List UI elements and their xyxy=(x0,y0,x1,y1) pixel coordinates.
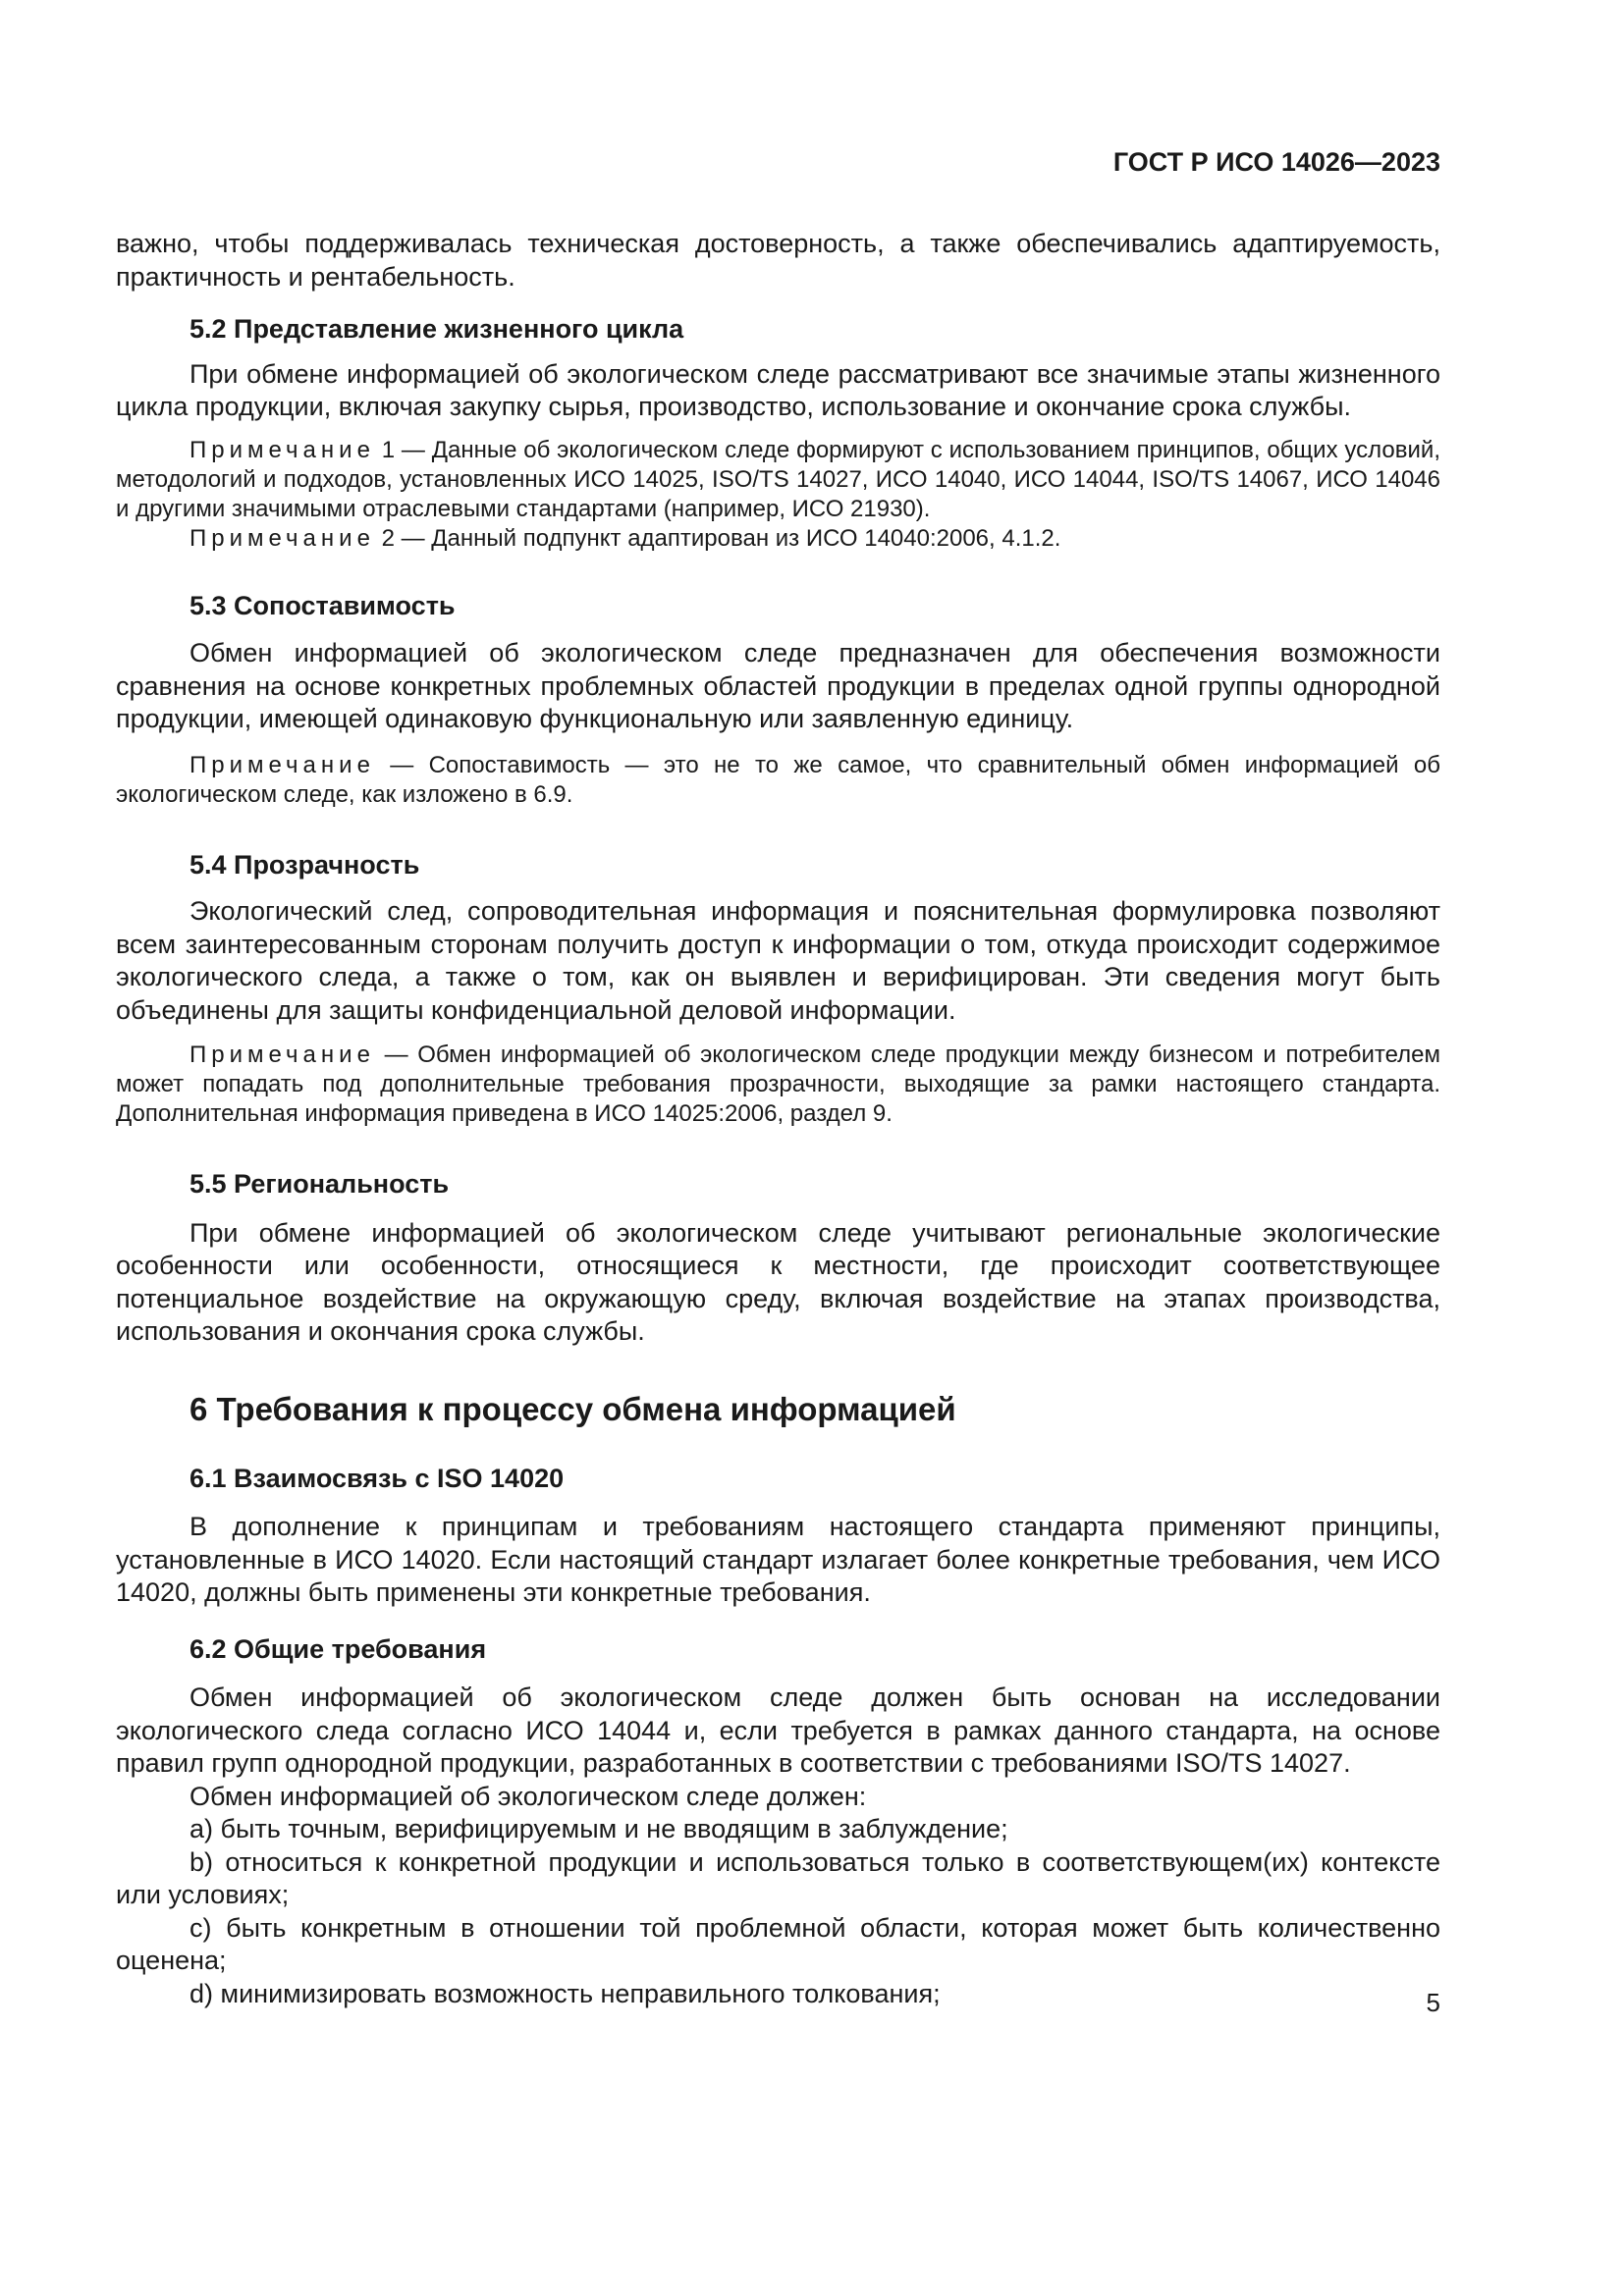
list-item-c: c) быть конкретным в отношении той проблемной области, которая может быть количественно оценена; xyxy=(116,1912,1440,1975)
list-item-b: b) относиться к конкретной продукции и использоваться только в соответствующем(их) контексте или условиях; xyxy=(116,1846,1440,1909)
note-text: — Сопоставимость — это не то же самое, что сравнительный обмен информацией об экологическом следе, как изложено в 6.9. xyxy=(116,751,1440,808)
note-text: 2 — Данный подпункт адаптирован из ИСО 14040:2006, 4.1.2. xyxy=(374,524,1061,552)
note-label: Примечание xyxy=(189,751,375,778)
note-text: — Обмен информацией об экологическом следе продукции между бизнесом и потребителем может попадать под дополнительные требования прозрачности, выходящие за рамки настоящего стандарта. Дополнительная информация приведена в ИСО 14025:2006, раздел 9. xyxy=(116,1041,1440,1127)
heading-5-3: 5.3 Сопоставимость xyxy=(189,590,456,620)
document-body xyxy=(116,228,1440,2010)
note-5-2-2 xyxy=(116,524,1440,554)
note-label: Примечание xyxy=(189,436,375,463)
list-item-d: d) минимизировать возможность неправильного толкования; xyxy=(189,1978,941,2008)
paragraph-5-3: Обмен информацией об экологическом следе предназначен для обеспечения возможности сравнения на основе конкретных проблемных областей продукции в пределах одной группы однородной продукции, имеющей одинаковую функциональную или заявленную единицу. xyxy=(116,638,1440,733)
list-item-a: a) быть точным, верифицируемым и не вводящим в заблуждение; xyxy=(189,1814,1008,1843)
heading-6-2: 6.2 Общие требования xyxy=(189,1633,487,1664)
list-intro: Обмен информацией об экологическом следе должен: xyxy=(189,1781,867,1811)
paragraph-5-4: Экологический след, сопроводительная информация и пояснительная формулировка позволяют всем заинтересованным сторонам получить доступ к информации о том, откуда происходит содержимое экологического следа, а также о том, как он выявлен и верифицирован. Эти сведения могут быть объединены для защиты конфиденциальной деловой информации. xyxy=(116,896,1440,1025)
heading-5-4: 5.4 Прозрачность xyxy=(189,849,420,880)
note-text: 1 — Данные об экологическом следе формируют с использованием принципов, общих условий, методологий и подходов, установленных ИСО 14025, ISO/TS 14027, ИСО 14040, ИСО 14044, ISO/TS 14067, ИСО 14046 и другими значимыми отраслевыми стандартами (например, ИСО 21930). xyxy=(116,436,1440,522)
heading-5-5: 5.5 Региональность xyxy=(189,1169,450,1199)
note-label: Примечание xyxy=(189,524,375,552)
paragraph-5-2: При обмене информацией об экологическом следе рассматривают все значимые этапы жизненного цикла продукции, включая закупку сырья, производство, использование и окончание срока службы. xyxy=(116,358,1440,421)
paragraph-6-1: В дополнение к принципам и требованиям настоящего стандарта применяют принципы, установленные в ИСО 14020. Если настоящий стандарт излагает более конкретные требования, чем ИСО 14020, должны быть применены эти конкретные требования. xyxy=(116,1512,1440,1607)
note-5-3 xyxy=(116,751,1440,810)
note-5-2-1 xyxy=(116,436,1440,524)
document-header: ГОСТ Р ИСО 14026—2023 xyxy=(1112,147,1440,177)
intro-paragraph: важно, чтобы поддерживалась техническая достоверность, а также обеспечивались адаптируемость, практичность и рентабельность. xyxy=(116,229,1440,292)
note-label: Примечание xyxy=(189,1041,375,1068)
heading-5-2: 5.2 Представление жизненного цикла xyxy=(189,314,684,344)
heading-6-1: 6.1 Взаимосвязь с ISO 14020 xyxy=(189,1463,565,1493)
page-number: 5 xyxy=(1426,1988,1440,2017)
paragraph-6-2: Обмен информацией об экологическом следе должен быть основан на исследовании экологического следа согласно ИСО 14044 и, если требуется в рамках данного стандарта, на основе правил групп однородной продукции, разработанных в соответствии с требованиями ISO/TS 14027. xyxy=(116,1682,1440,1778)
note-5-4 xyxy=(116,1041,1440,1129)
heading-section-6: 6 Требования к процессу обмена информацией xyxy=(189,1390,956,1427)
paragraph-5-5: При обмене информацией об экологическом следе учитывают региональные экологические особенности или особенности, относящиеся к местности, где происходит соответствующее потенциальное воздействие на окружающую среду, включая воздействие на этапах производства, использования и окончания срока службы. xyxy=(116,1217,1440,1346)
